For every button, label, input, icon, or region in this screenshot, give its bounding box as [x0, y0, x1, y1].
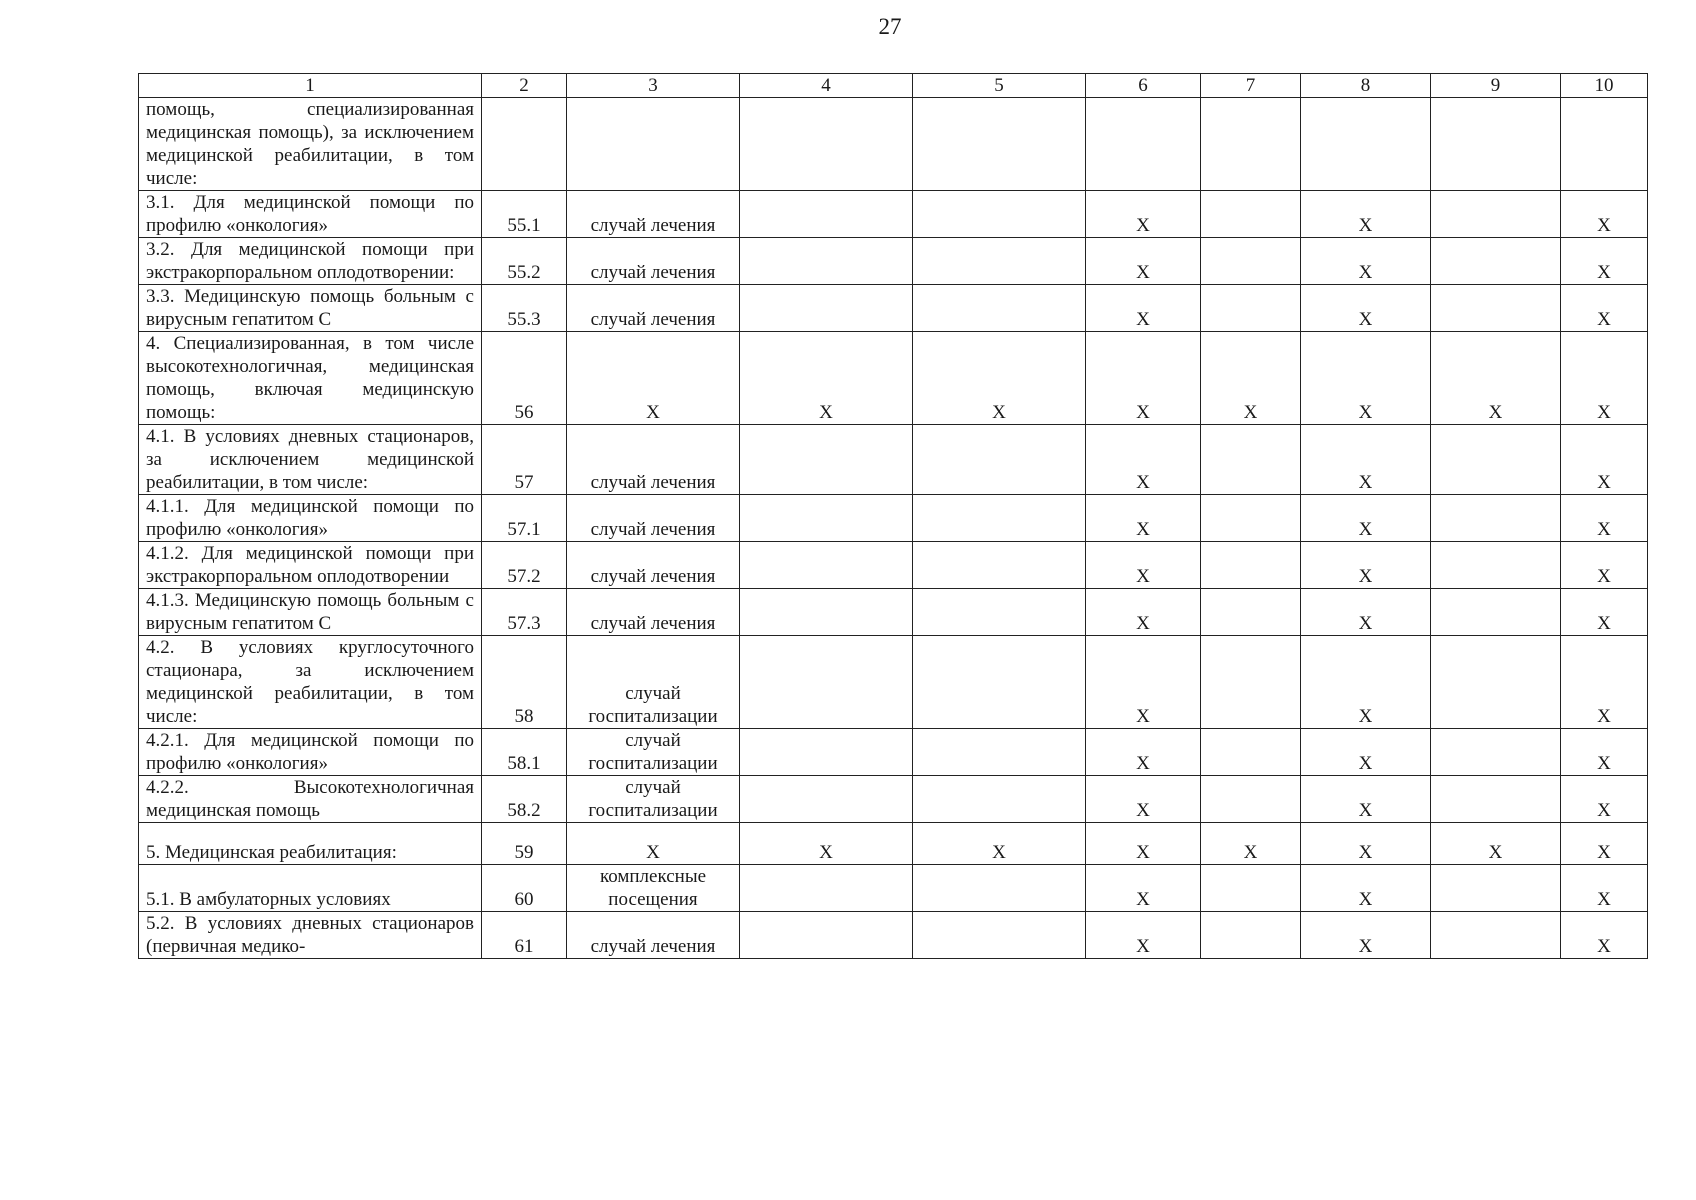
- row-unit: случай лечения: [567, 191, 740, 238]
- row-col-7: [1201, 238, 1301, 285]
- row-col-5: [913, 238, 1086, 285]
- row-unit: случай лечения: [567, 495, 740, 542]
- row-col-4: [740, 495, 913, 542]
- row-code: 55.2: [482, 238, 567, 285]
- row-unit: [567, 98, 740, 191]
- row-col-8: X: [1301, 823, 1431, 865]
- row-code: 57.1: [482, 495, 567, 542]
- table-row: [139, 776, 1648, 823]
- row-col-7: [1201, 285, 1301, 332]
- row-col-8: X: [1301, 495, 1431, 542]
- row-unit: случай лечения: [567, 589, 740, 636]
- row-col-4: [740, 285, 913, 332]
- row-col-5: [913, 776, 1086, 823]
- row-col-5: [913, 285, 1086, 332]
- row-col-7: [1201, 776, 1301, 823]
- row-col-6: X: [1086, 823, 1201, 865]
- row-col-10: X: [1561, 729, 1648, 776]
- row-col-4: [740, 912, 913, 959]
- row-col-4: [740, 425, 913, 495]
- row-code: 60: [482, 865, 567, 912]
- header-row: [139, 74, 1648, 98]
- row-col-6: X: [1086, 912, 1201, 959]
- row-col-8: X: [1301, 729, 1431, 776]
- row-col-6: X: [1086, 425, 1201, 495]
- row-col-10: X: [1561, 589, 1648, 636]
- row-unit: X: [567, 823, 740, 865]
- row-col-5: [913, 636, 1086, 729]
- row-col-8: X: [1301, 776, 1431, 823]
- header-cell-6: 6: [1086, 74, 1201, 98]
- row-col-9: [1431, 191, 1561, 238]
- row-name: 4.1.1. Для медицинской помощи по профилю «онкология»: [139, 495, 482, 542]
- row-name: 5.1. В амбулаторных условиях: [139, 865, 482, 912]
- row-col-7: [1201, 98, 1301, 191]
- row-col-6: X: [1086, 636, 1201, 729]
- row-name: 4.2.1. Для медицинской помощи по профилю «онкология»: [139, 729, 482, 776]
- row-col-8: X: [1301, 865, 1431, 912]
- row-col-6: X: [1086, 865, 1201, 912]
- row-col-10: X: [1561, 238, 1648, 285]
- row-code: 59: [482, 823, 567, 865]
- row-col-4: [740, 191, 913, 238]
- table-row: [139, 285, 1648, 332]
- row-col-10: X: [1561, 425, 1648, 495]
- row-unit: случай госпитализации: [567, 776, 740, 823]
- row-unit: случай лечения: [567, 285, 740, 332]
- row-col-9: [1431, 285, 1561, 332]
- row-code: 58: [482, 636, 567, 729]
- data-table: [138, 73, 1648, 959]
- row-col-5: [913, 191, 1086, 238]
- row-col-10: [1561, 98, 1648, 191]
- table-row: [139, 589, 1648, 636]
- row-col-5: [913, 865, 1086, 912]
- row-col-5: [913, 912, 1086, 959]
- row-col-4: X: [740, 823, 913, 865]
- row-col-5: [913, 589, 1086, 636]
- row-unit: случай лечения: [567, 238, 740, 285]
- row-code: 57.3: [482, 589, 567, 636]
- row-unit: случай лечения: [567, 425, 740, 495]
- row-col-10: X: [1561, 542, 1648, 589]
- table-row: [139, 865, 1648, 912]
- row-col-4: [740, 238, 913, 285]
- row-col-9: [1431, 495, 1561, 542]
- row-unit: случай лечения: [567, 542, 740, 589]
- row-col-5: X: [913, 332, 1086, 425]
- row-col-7: [1201, 589, 1301, 636]
- header-cell-4: 4: [740, 74, 913, 98]
- row-code: 55.3: [482, 285, 567, 332]
- row-col-7: [1201, 729, 1301, 776]
- page-number: 27: [878, 14, 902, 39]
- row-col-10: X: [1561, 912, 1648, 959]
- row-code: 57.2: [482, 542, 567, 589]
- row-col-7: [1201, 542, 1301, 589]
- table-row: [139, 98, 1648, 191]
- row-col-5: [913, 729, 1086, 776]
- table-row: [139, 823, 1648, 865]
- table-container: [138, 73, 1647, 959]
- table-row: [139, 729, 1648, 776]
- table-row: [139, 425, 1648, 495]
- row-col-8: X: [1301, 425, 1431, 495]
- row-name: 4.2.2. Высокотехнологичная медицинская помощь: [139, 776, 482, 823]
- header-cell-9: 9: [1431, 74, 1561, 98]
- row-name: 5. Медицинская реабилитация:: [139, 823, 482, 865]
- row-col-5: [913, 98, 1086, 191]
- row-col-7: X: [1201, 823, 1301, 865]
- row-name: 4. Специализированная, в том числе высокотехнологичная, медицинская помощь, включая медицинскую помощь:: [139, 332, 482, 425]
- row-col-4: [740, 776, 913, 823]
- row-col-10: X: [1561, 865, 1648, 912]
- row-col-6: X: [1086, 238, 1201, 285]
- row-col-7: [1201, 636, 1301, 729]
- table-row: [139, 332, 1648, 425]
- row-col-7: [1201, 191, 1301, 238]
- row-col-9: [1431, 542, 1561, 589]
- row-col-4: [740, 865, 913, 912]
- row-name: 4.1.3. Медицинскую помощь больным с вирусным гепатитом С: [139, 589, 482, 636]
- row-name: 3.1. Для медицинской помощи по профилю «онкология»: [139, 191, 482, 238]
- row-unit: случай госпитализации: [567, 729, 740, 776]
- row-col-6: X: [1086, 729, 1201, 776]
- row-col-5: [913, 495, 1086, 542]
- row-col-7: [1201, 495, 1301, 542]
- row-col-9: [1431, 636, 1561, 729]
- row-col-8: X: [1301, 191, 1431, 238]
- row-col-6: [1086, 98, 1201, 191]
- row-col-9: [1431, 912, 1561, 959]
- header-cell-7: 7: [1201, 74, 1301, 98]
- row-col-10: X: [1561, 776, 1648, 823]
- row-unit: X: [567, 332, 740, 425]
- row-name: 3.3. Медицинскую помощь больным с вирусным гепатитом С: [139, 285, 482, 332]
- row-col-9: X: [1431, 332, 1561, 425]
- row-col-8: X: [1301, 636, 1431, 729]
- row-col-4: [740, 729, 913, 776]
- row-col-4: [740, 542, 913, 589]
- row-col-8: X: [1301, 332, 1431, 425]
- row-col-10: X: [1561, 823, 1648, 865]
- row-col-9: [1431, 425, 1561, 495]
- row-col-10: X: [1561, 332, 1648, 425]
- row-col-9: [1431, 865, 1561, 912]
- row-col-6: X: [1086, 776, 1201, 823]
- row-col-9: [1431, 589, 1561, 636]
- row-code: 55.1: [482, 191, 567, 238]
- row-code: 58.1: [482, 729, 567, 776]
- row-col-6: X: [1086, 589, 1201, 636]
- header-cell-1: 1: [139, 74, 482, 98]
- row-col-6: X: [1086, 191, 1201, 238]
- row-col-8: X: [1301, 238, 1431, 285]
- row-col-8: X: [1301, 912, 1431, 959]
- row-col-10: X: [1561, 495, 1648, 542]
- row-col-5: X: [913, 823, 1086, 865]
- row-col-8: X: [1301, 589, 1431, 636]
- table-row: [139, 191, 1648, 238]
- row-code: 61: [482, 912, 567, 959]
- table-row: [139, 912, 1648, 959]
- row-col-5: [913, 542, 1086, 589]
- table-row: [139, 636, 1648, 729]
- table-row: [139, 495, 1648, 542]
- row-code: [482, 98, 567, 191]
- row-unit: случай лечения: [567, 912, 740, 959]
- row-unit: случай госпитализации: [567, 636, 740, 729]
- row-col-10: X: [1561, 191, 1648, 238]
- row-col-4: [740, 589, 913, 636]
- row-col-4: [740, 98, 913, 191]
- header-cell-10: 10: [1561, 74, 1648, 98]
- header-cell-2: 2: [482, 74, 567, 98]
- row-col-7: [1201, 912, 1301, 959]
- row-col-8: X: [1301, 285, 1431, 332]
- table-row: [139, 542, 1648, 589]
- header-cell-5: 5: [913, 74, 1086, 98]
- row-col-8: X: [1301, 542, 1431, 589]
- row-col-9: [1431, 729, 1561, 776]
- row-col-5: [913, 425, 1086, 495]
- header-cell-3: 3: [567, 74, 740, 98]
- row-col-10: X: [1561, 636, 1648, 729]
- row-name: 5.2. В условиях дневных стационаров (первичная медико-: [139, 912, 482, 959]
- row-col-9: X: [1431, 823, 1561, 865]
- row-name: 4.1.2. Для медицинской помощи при экстракорпоральном оплодотворении: [139, 542, 482, 589]
- row-col-6: X: [1086, 542, 1201, 589]
- row-col-9: [1431, 776, 1561, 823]
- row-col-4: [740, 636, 913, 729]
- row-col-7: [1201, 425, 1301, 495]
- row-col-7: X: [1201, 332, 1301, 425]
- row-name: 4.1. В условиях дневных стационаров, за исключением медицинской реабилитации, в том числе:: [139, 425, 482, 495]
- row-col-8: [1301, 98, 1431, 191]
- row-col-4: X: [740, 332, 913, 425]
- row-col-9: [1431, 238, 1561, 285]
- row-col-6: X: [1086, 495, 1201, 542]
- row-unit: комплексные посещения: [567, 865, 740, 912]
- row-col-7: [1201, 865, 1301, 912]
- row-col-9: [1431, 98, 1561, 191]
- row-name: 3.2. Для медицинской помощи при экстракорпоральном оплодотворении:: [139, 238, 482, 285]
- header-cell-8: 8: [1301, 74, 1431, 98]
- row-col-6: X: [1086, 332, 1201, 425]
- row-name: 4.2. В условиях круглосуточного стационара, за исключением медицинской реабилитации, в том числе:: [139, 636, 482, 729]
- row-name: помощь, специализированная медицинская помощь), за исключением медицинской реабилитации, в том числе:: [139, 98, 482, 191]
- row-col-10: X: [1561, 285, 1648, 332]
- row-code: 58.2: [482, 776, 567, 823]
- table-row: [139, 238, 1648, 285]
- row-code: 57: [482, 425, 567, 495]
- row-col-6: X: [1086, 285, 1201, 332]
- row-code: 56: [482, 332, 567, 425]
